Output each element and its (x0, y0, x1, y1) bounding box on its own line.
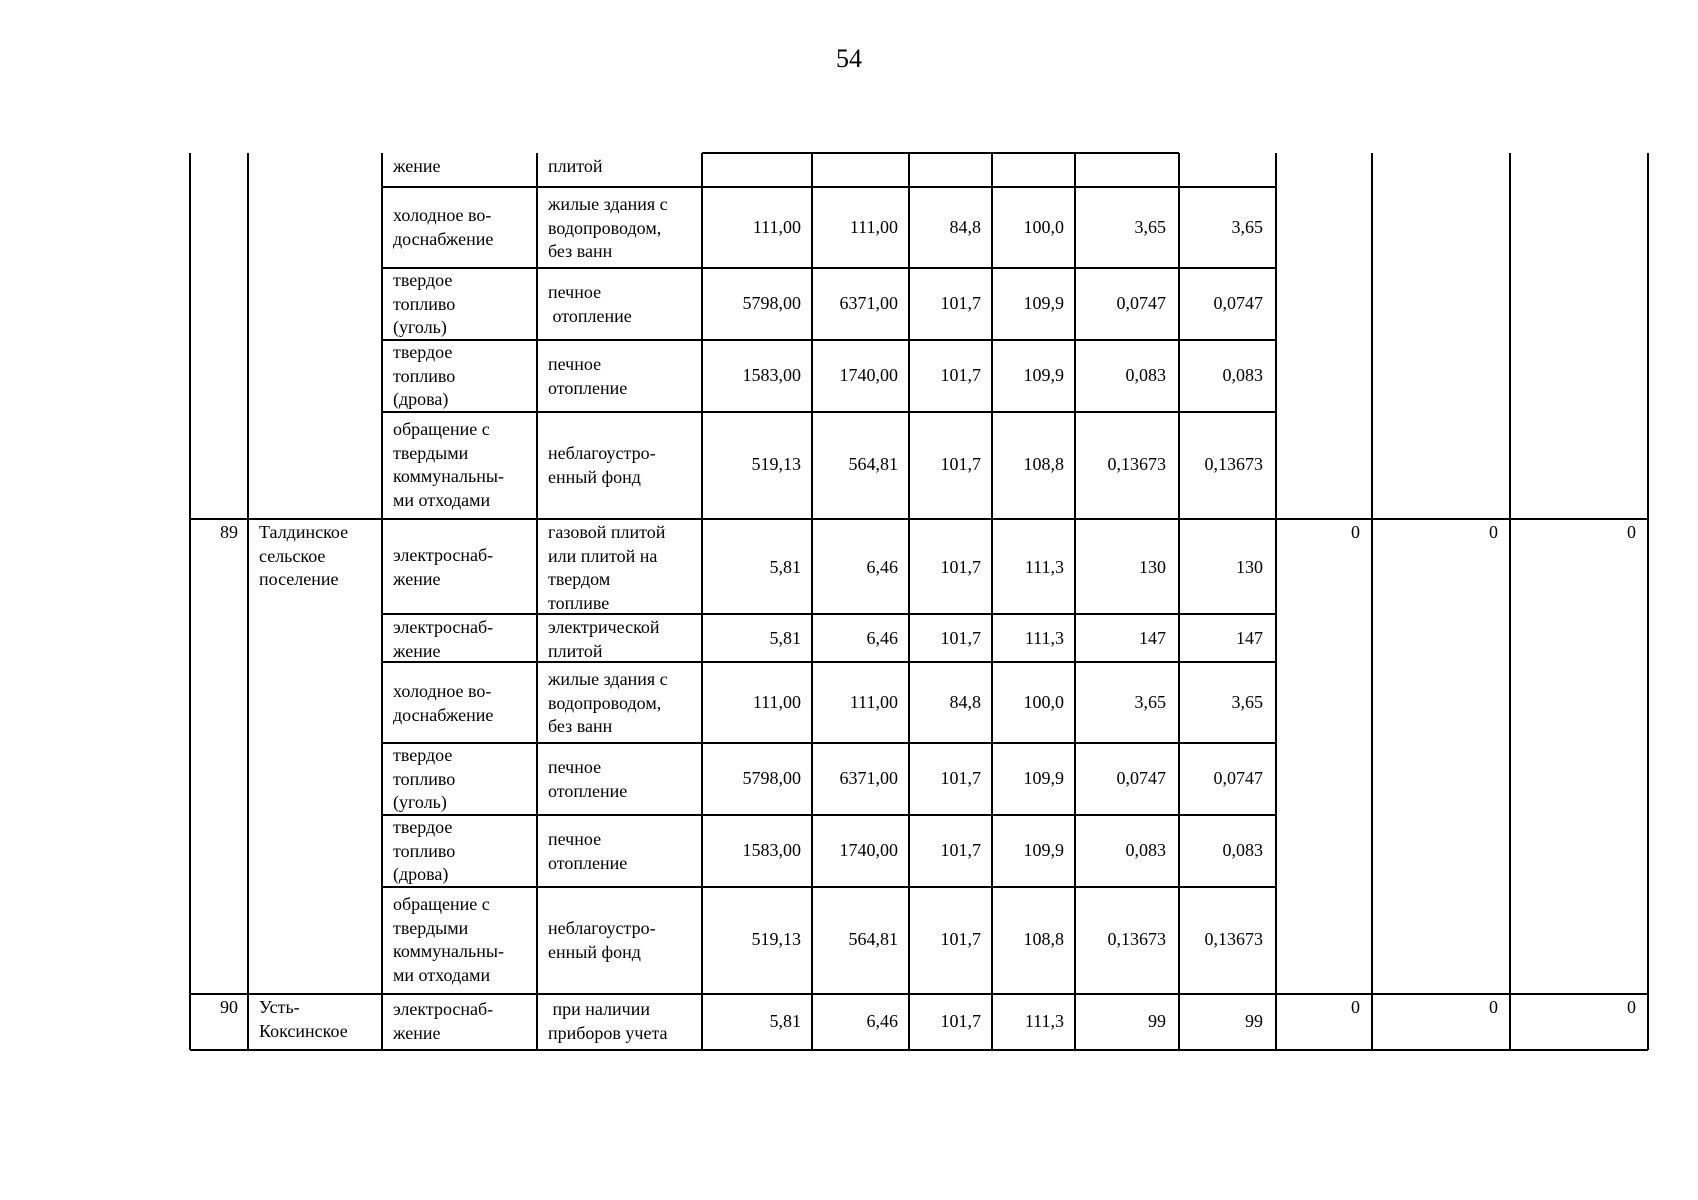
value-cell: 109,9 (1023, 768, 1064, 788)
service-cell: твердое топливо (уголь) (393, 270, 456, 337)
value-cell: 564,81 (848, 929, 898, 949)
value-cell: 111,3 (1024, 1011, 1064, 1031)
type-cell: печное отопление (548, 829, 628, 873)
service-cell: твердое топливо (уголь) (393, 745, 456, 812)
value-cell: 0,0747 (1213, 293, 1263, 313)
value-cell: 111,00 (849, 692, 898, 712)
settlement-name: Усть- Коксинское (259, 997, 348, 1041)
value-cell: 100,0 (1023, 692, 1064, 712)
value-cell: 6371,00 (839, 768, 898, 788)
value-cell: 3,65 (1231, 217, 1263, 237)
value-cell: 5798,00 (742, 768, 801, 788)
extra-value: 0 (1627, 522, 1636, 542)
value-cell: 3,65 (1134, 692, 1166, 712)
value-cell: 130 (1236, 557, 1263, 577)
value-cell: 99 (1245, 1011, 1263, 1031)
value-cell: 0,13673 (1204, 454, 1263, 474)
value-cell: 130 (1139, 557, 1166, 577)
value-cell: 519,13 (751, 929, 801, 949)
value-cell: 84,8 (949, 692, 981, 712)
value-cell: 101,7 (940, 293, 981, 313)
value-cell: 0,083 (1125, 840, 1166, 860)
type-cell: печное отопление (548, 282, 632, 326)
value-cell: 101,7 (940, 840, 981, 860)
page-number: 54 (836, 44, 862, 73)
value-cell: 0,083 (1222, 365, 1263, 385)
type-cell: при наличии приборов учета (548, 999, 668, 1043)
service-cell: холодное во- доснабжение (393, 205, 494, 249)
value-cell: 111,00 (752, 692, 801, 712)
value-cell: 109,9 (1023, 365, 1064, 385)
type-cell: электрической плитой (548, 617, 660, 661)
value-cell: 101,7 (940, 454, 981, 474)
value-cell: 519,13 (751, 454, 801, 474)
value-cell: 101,7 (940, 628, 981, 648)
extra-value: 0 (1489, 997, 1498, 1017)
value-cell: 101,7 (940, 929, 981, 949)
value-cell: 1583,00 (742, 840, 801, 860)
type-cell: жилые здания с водопроводом, без ванн (548, 669, 668, 736)
value-cell: 0,0747 (1116, 768, 1166, 788)
value-cell: 0,13673 (1204, 929, 1263, 949)
value-cell: 0,13673 (1107, 929, 1166, 949)
value-cell: 3,65 (1231, 692, 1263, 712)
value-cell: 0,0747 (1213, 768, 1263, 788)
value-cell: 0,13673 (1107, 454, 1166, 474)
value-cell: 6371,00 (839, 293, 898, 313)
service-cell: жение (393, 156, 441, 176)
value-cell: 1583,00 (742, 365, 801, 385)
value-cell: 3,65 (1134, 217, 1166, 237)
value-cell: 101,7 (940, 768, 981, 788)
value-cell: 564,81 (848, 454, 898, 474)
value-cell: 1740,00 (839, 840, 898, 860)
value-cell: 1740,00 (839, 365, 898, 385)
value-cell: 99 (1148, 1011, 1166, 1031)
service-cell: электроснаб- жение (393, 617, 494, 661)
value-cell: 6,46 (866, 557, 898, 577)
type-cell: жилые здания с водопроводом, без ванн (548, 194, 668, 261)
value-cell: 109,9 (1023, 840, 1064, 860)
entry-number: 89 (220, 522, 238, 542)
type-cell: неблагоустро- енный фонд (548, 918, 656, 962)
service-cell: обращение с твердыми коммунальны- ми отходами (393, 894, 504, 985)
value-cell: 5,81 (769, 628, 801, 648)
service-cell: твердое топливо (дрова) (393, 817, 456, 884)
value-cell: 100,0 (1023, 217, 1064, 237)
extra-value: 0 (1489, 522, 1498, 542)
value-cell: 0,083 (1222, 840, 1263, 860)
value-cell: 84,8 (949, 217, 981, 237)
value-cell: 6,46 (866, 1011, 898, 1031)
value-cell: 6,46 (866, 628, 898, 648)
type-cell: газовой плитой или плитой на твердом топливе (548, 522, 666, 613)
entry-number: 90 (220, 997, 238, 1017)
value-cell: 108,8 (1023, 454, 1064, 474)
extra-value: 0 (1627, 997, 1636, 1017)
value-cell: 108,8 (1023, 929, 1064, 949)
type-cell: неблагоустро- енный фонд (548, 443, 656, 487)
value-cell: 111,3 (1024, 557, 1064, 577)
service-cell: обращение с твердыми коммунальны- ми отходами (393, 419, 504, 510)
settlement-name: Талдинское сельское поселение (259, 522, 349, 589)
value-cell: 0,0747 (1116, 293, 1166, 313)
type-cell: плитой (548, 156, 603, 176)
service-cell: электроснаб- жение (393, 999, 494, 1043)
value-cell: 5,81 (769, 1011, 801, 1031)
value-cell: 5,81 (769, 557, 801, 577)
value-cell: 5798,00 (742, 293, 801, 313)
extra-value: 0 (1351, 522, 1360, 542)
service-cell: холодное во- доснабжение (393, 681, 494, 725)
value-cell: 0,083 (1125, 365, 1166, 385)
value-cell: 111,00 (849, 217, 898, 237)
service-cell: электроснаб- жение (393, 545, 494, 589)
type-cell: печное отопление (548, 757, 628, 801)
value-cell: 101,7 (940, 1011, 981, 1031)
value-cell: 111,00 (752, 217, 801, 237)
extra-value: 0 (1351, 997, 1360, 1017)
type-cell: печное отопление (548, 354, 628, 398)
value-cell: 109,9 (1023, 293, 1064, 313)
service-cell: твердое топливо (дрова) (393, 342, 456, 409)
value-cell: 111,3 (1024, 628, 1064, 648)
value-cell: 147 (1139, 628, 1166, 648)
value-cell: 101,7 (940, 557, 981, 577)
value-cell: 147 (1236, 628, 1263, 648)
value-cell: 101,7 (940, 365, 981, 385)
